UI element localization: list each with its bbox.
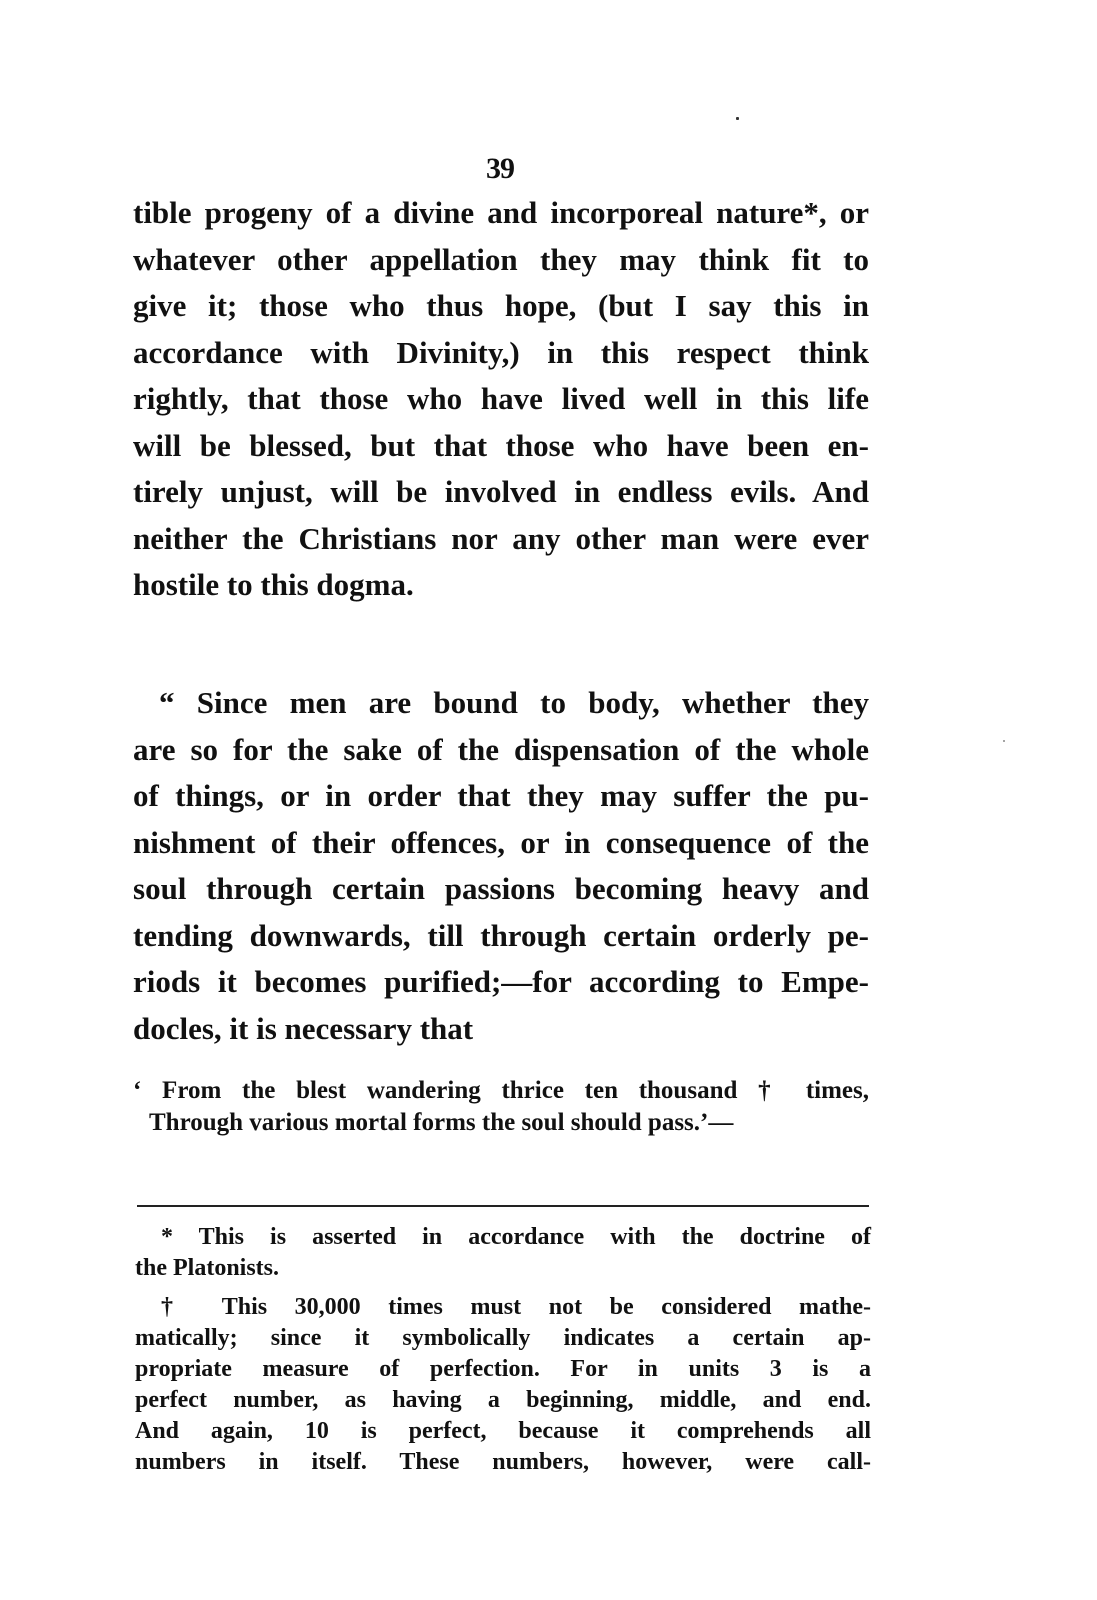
text-line: tirely unjust, will be involved in endless evils. And: [133, 474, 869, 509]
text-line: riods it becomes purified;—for according to Empe-: [133, 964, 869, 999]
footnote-asterisk: [135, 1222, 871, 1284]
text-line: rightly, that those who have lived well in this life: [133, 381, 869, 416]
footnote-divider: [137, 1205, 869, 1207]
text-line: docles, it is necessary that: [133, 1010, 474, 1046]
text-line: are so for the sake of the dispensation of the whole: [133, 731, 869, 767]
text-line: accordance with Divinity,) in this respect think: [133, 334, 869, 370]
verse-quotation: [133, 1075, 869, 1139]
footnote-line: numbers in itself. These numbers, however, were call-: [135, 1449, 871, 1475]
paragraph-1: [133, 190, 869, 609]
text-line: tible progeny of a divine and incorporeal nature*, or: [133, 195, 869, 230]
text-line: nishment of their offences, or in consequence of the: [133, 824, 869, 860]
verse-line: ‘ From the blest wandering thrice ten thousand † times,: [133, 1077, 869, 1104]
footnote-line: And again, 10 is perfect, because it comprehends all: [135, 1418, 871, 1444]
text-line: tending downwards, till through certain orderly pe-: [133, 917, 869, 953]
text-line: “ Since men are bound to body, whether they: [159, 685, 869, 720]
paragraph-2: [133, 680, 869, 1052]
footnote-line: propriate measure of perfection. For in units 3 is a: [135, 1356, 871, 1382]
text-line: of things, or in order that they may suffer the pu-: [133, 778, 869, 813]
page-number: 39: [486, 152, 514, 185]
print-speck: [1003, 740, 1005, 742]
footnote-line: † This 30,000 times must not be considered mathe-: [161, 1294, 871, 1320]
print-speck: [736, 117, 739, 120]
footnote-line: * This is asserted in accordance with the doctrine of: [161, 1224, 871, 1250]
text-line: neither the Christians nor any other man were ever: [133, 520, 869, 556]
text-line: hostile to this dogma.: [133, 567, 414, 602]
footnotes: [135, 1222, 871, 1478]
text-line: give it; those who thus hope, (but I say this in: [133, 288, 869, 323]
text-line: soul through certain passions becoming heavy and: [133, 871, 869, 906]
footnote-dagger: [135, 1292, 871, 1478]
text-line: will be blessed, but that those who have been en-: [133, 427, 869, 463]
verse-line: Through various mortal forms the soul should pass.’—: [149, 1109, 734, 1136]
footnote-line: matically; since it symbolically indicates a certain ap-: [135, 1325, 871, 1351]
footnote-line: perfect number, as having a beginning, middle, and end.: [135, 1387, 871, 1413]
footnote-line: the Platonists.: [135, 1255, 279, 1281]
text-line: whatever other appellation they may think fit to: [133, 241, 869, 277]
